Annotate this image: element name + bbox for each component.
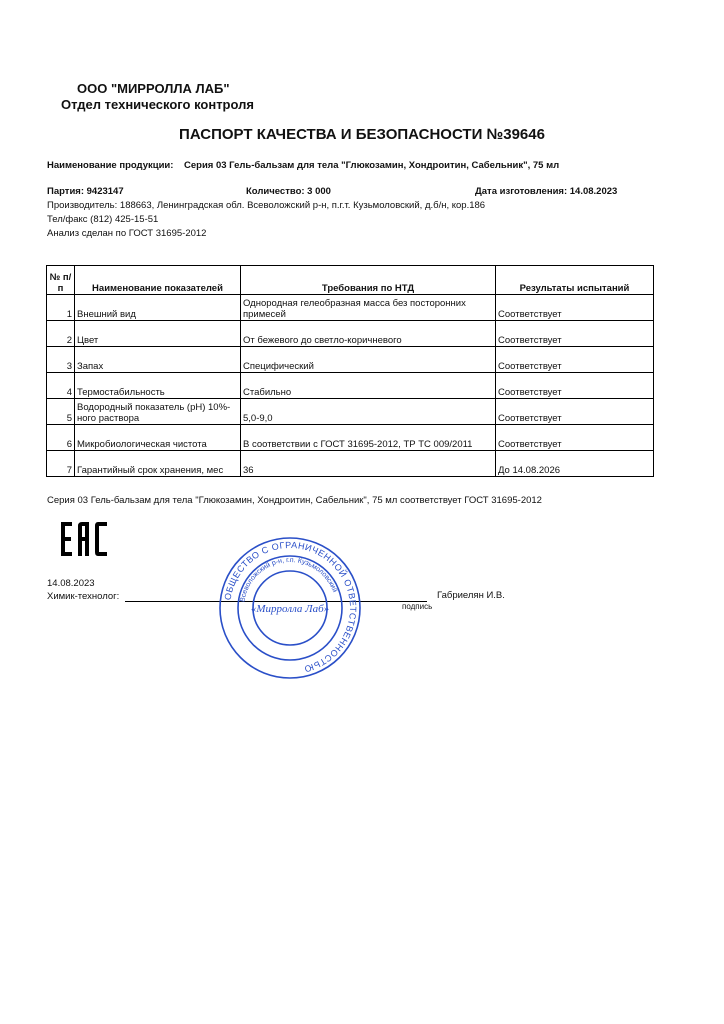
header-result: Результаты испытаний [496, 266, 654, 295]
quantity: Количество: 3 000 [246, 186, 331, 197]
eac-mark-icon [61, 522, 107, 556]
row-requirement: 5,0-9,0 [241, 399, 496, 425]
row-name: Микробиологическая чистота [75, 425, 241, 451]
row-num: 5 [47, 399, 75, 425]
stamp-center-text: «Мирролла Лаб» [250, 603, 330, 615]
table-row [47, 321, 654, 347]
row-name: Водородный показатель (pH) 10%-ного раствора [75, 399, 241, 425]
row-requirement: От бежевого до светло-коричневого [241, 321, 496, 347]
product-label: Наименование продукции: [47, 160, 174, 171]
row-requirement: 36 [241, 451, 496, 477]
manufacture-date: Дата изготовления: 14.08.2023 [475, 186, 618, 197]
table-row [47, 295, 654, 321]
row-num: 7 [47, 451, 75, 477]
row-name: Цвет [75, 321, 241, 347]
row-result: Соответствует [496, 321, 654, 347]
table-row [47, 347, 654, 373]
signature-role: Химик-технолог: [47, 591, 120, 602]
row-num: 3 [47, 347, 75, 373]
header-num: № п/п [47, 266, 75, 295]
row-num: 1 [47, 295, 75, 321]
document-title: ПАСПОРТ КАЧЕСТВА И БЕЗОПАСНОСТИ №39646 [179, 126, 545, 143]
stamp-inner-text: Всеволожский р-н, г.п. Кузьмоловский [239, 556, 339, 603]
batch-number: Партия: 9423147 [47, 186, 124, 197]
stamp-ring-text: ОБЩЕСТВО С ОГРАНИЧЕННОЙ ОТВЕТСТВЕННОСТЬЮ [222, 539, 359, 675]
header-requirement: Требования по НТД [241, 266, 496, 295]
row-requirement: В соответствии с ГОСТ 31695-2012, ТР ТС 009/2011 [241, 425, 496, 451]
table-row [47, 373, 654, 399]
row-requirement: Стабильно [241, 373, 496, 399]
signature-caption: подпись [402, 602, 433, 611]
phone-fax: Тел/факс (812) 425-15-51 [47, 214, 159, 225]
table-row [47, 451, 654, 477]
row-name: Внешний вид [75, 295, 241, 321]
row-result: Соответствует [496, 295, 654, 321]
row-result: До 14.08.2026 [496, 451, 654, 477]
company-stamp-icon [217, 535, 363, 681]
row-result: Соответствует [496, 425, 654, 451]
table-row [47, 425, 654, 451]
row-num: 2 [47, 321, 75, 347]
row-requirement: Специфический [241, 347, 496, 373]
department-name: Отдел технического контроля [61, 97, 254, 112]
analysis-standard: Анализ сделан по ГОСТ 31695-2012 [47, 228, 207, 239]
row-num: 6 [47, 425, 75, 451]
conclusion-text: Серия 03 Гель-бальзам для тела "Глюкозамин, Хондроитин, Сабельник", 75 мл соответствует ГОСТ 31695-2012 [47, 495, 542, 506]
company-name: ООО "МИРРОЛЛА ЛАБ" [77, 81, 230, 96]
row-name: Запах [75, 347, 241, 373]
product-value: Серия 03 Гель-бальзам для тела "Глюкозамин, Хондроитин, Сабельник", 75 мл [184, 160, 560, 171]
row-result: Соответствует [496, 373, 654, 399]
table-row [47, 399, 654, 425]
table-header-row [47, 266, 654, 295]
row-requirement: Однородная гелеобразная масса без посторонних примесей [241, 295, 496, 321]
row-num: 4 [47, 373, 75, 399]
manufacturer-address: Производитель: 188663, Ленинградская обл. Всеволожский р-н, п.г.т. Кузьмоловский, д.б/н, кор.186 [47, 200, 486, 211]
row-name: Гарантийный срок хранения, мес [75, 451, 241, 477]
signatory-name: Габриелян И.В. [437, 590, 505, 601]
row-name: Термостабильность [75, 373, 241, 399]
row-result: Соответствует [496, 347, 654, 373]
row-result: Соответствует [496, 399, 654, 425]
signature-date: 14.08.2023 [47, 578, 95, 589]
quality-table [46, 265, 654, 477]
header-name: Наименование показателей [75, 266, 241, 295]
